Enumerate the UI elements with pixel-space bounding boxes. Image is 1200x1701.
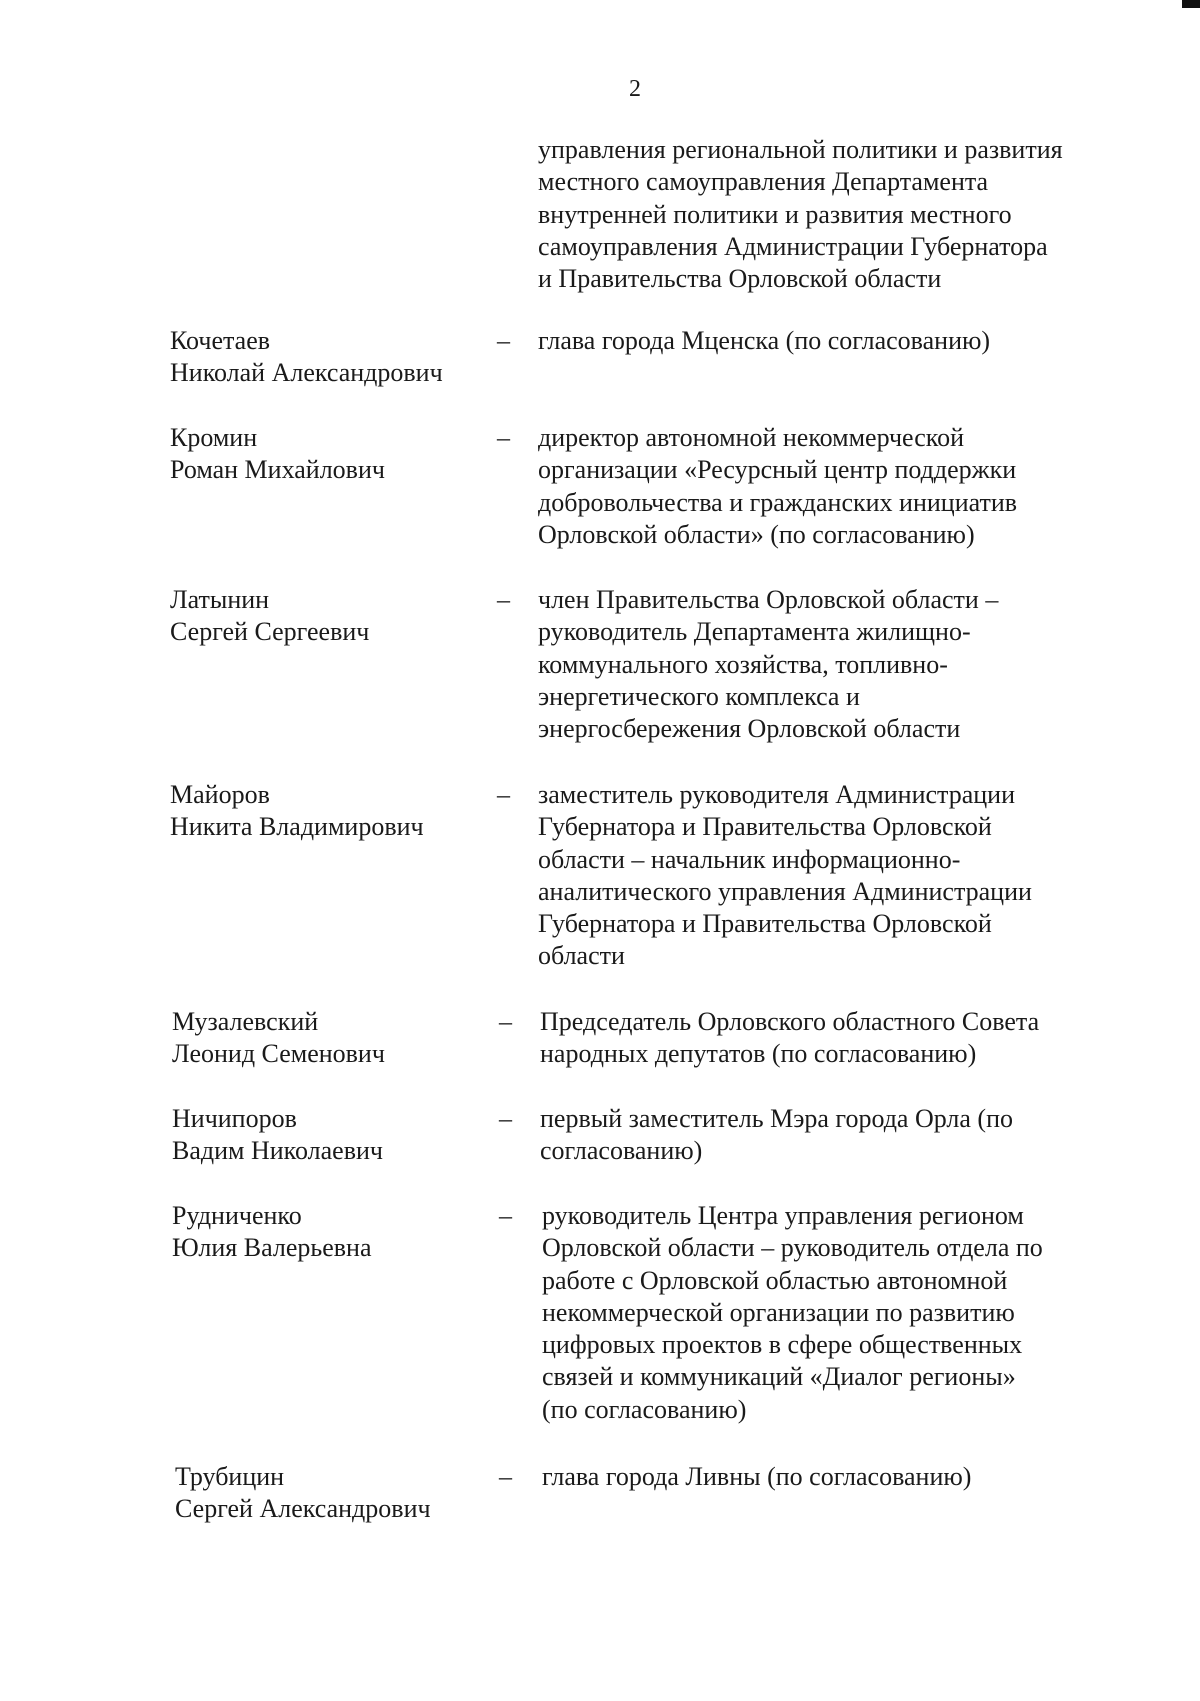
role-line: (по согласованию) <box>542 1394 747 1424</box>
role-line: директор автономной некоммерческой <box>538 423 964 452</box>
role-line: энергетического комплекса и <box>538 681 860 711</box>
member-surname: Кромин <box>170 423 258 452</box>
member-name <box>172 1200 371 1265</box>
role-line: член Правительства Орловской области – <box>538 585 999 614</box>
separator-dash: – <box>497 423 510 452</box>
member-role <box>542 1200 1043 1426</box>
role-line: энергосбережения Орловской области <box>538 714 961 744</box>
member-given-name: Сергей Сергеевич <box>170 617 370 647</box>
role-line: народных депутатов (по согласованию) <box>540 1039 977 1069</box>
role-line: некоммерческой организации по развитию <box>542 1297 1015 1327</box>
intro-line: и Правительства Орловской области <box>538 264 942 294</box>
member-given-name: Леонид Семенович <box>172 1039 385 1069</box>
role-line: связей и коммуникаций «Диалог регионы» <box>542 1362 1016 1392</box>
role-line: Орловской области» (по согласованию) <box>538 519 975 549</box>
intro-line: местного самоуправления Департамента <box>538 167 989 197</box>
member-name <box>170 779 424 844</box>
member-given-name: Никита Владимирович <box>170 812 424 842</box>
intro-line: управления региональной политики и развития <box>538 135 1063 164</box>
member-given-name: Вадим Николаевич <box>172 1136 383 1166</box>
member-name <box>170 422 385 487</box>
role-line: добровольчества и гражданских инициатив <box>538 487 1018 517</box>
member-surname: Кочетаев <box>170 326 271 355</box>
separator-dash: – <box>497 326 510 355</box>
member-role <box>540 1006 1039 1071</box>
member-name <box>170 584 369 649</box>
separator-dash: – <box>497 585 510 614</box>
role-line: руководитель Центра управления регионом <box>542 1201 1024 1230</box>
member-role <box>540 1103 1013 1168</box>
intro-line: самоуправления Администрации Губернатора <box>538 231 1048 261</box>
role-line: Орловской области – руководитель отдела по <box>542 1233 1043 1263</box>
role-line: цифровых проектов в сфере общественных <box>542 1330 1023 1360</box>
member-surname: Ничипоров <box>172 1104 297 1133</box>
member-role <box>538 584 998 745</box>
role-line: коммунального хозяйства, топливно- <box>538 649 948 679</box>
member-given-name: Сергей Александрович <box>175 1494 431 1524</box>
member-surname: Латынин <box>170 585 270 614</box>
member-role <box>538 422 1017 551</box>
role-line: заместитель руководителя Администрации <box>538 780 1016 809</box>
role-line: Председатель Орловского областного Совета <box>540 1007 1040 1036</box>
member-role <box>538 325 990 357</box>
member-name <box>175 1461 431 1526</box>
role-line: области – начальник информационно- <box>538 844 961 874</box>
member-surname: Трубицин <box>175 1462 285 1491</box>
member-given-name: Юлия Валерьевна <box>172 1233 372 1263</box>
role-line: первый заместитель Мэра города Орла (по <box>540 1104 1013 1133</box>
role-line: руководитель Департамента жилищно- <box>538 617 971 647</box>
role-line: Губернатора и Правительства Орловской <box>538 909 992 939</box>
role-line: аналитического управления Администрации <box>538 876 1032 906</box>
member-role <box>542 1461 971 1493</box>
member-name <box>172 1006 385 1071</box>
role-line: области <box>538 941 625 971</box>
member-name <box>170 325 443 390</box>
role-line: глава города Мценска (по согласованию) <box>538 326 991 355</box>
member-given-name: Николай Александрович <box>170 358 443 388</box>
member-surname: Майоров <box>170 780 270 809</box>
separator-dash: – <box>497 780 510 809</box>
separator-dash: – <box>499 1201 512 1230</box>
member-name <box>172 1103 383 1168</box>
role-line: работе с Орловской областью автономной <box>542 1265 1008 1295</box>
member-role <box>538 779 1032 973</box>
separator-dash: – <box>499 1007 512 1036</box>
separator-dash: – <box>499 1462 512 1491</box>
page-number: 2 <box>629 76 641 102</box>
separator-dash: – <box>499 1104 512 1133</box>
member-surname: Рудниченко <box>172 1201 302 1230</box>
intro-line: внутренней политики и развития местного <box>538 199 1012 229</box>
scan-corner-mark <box>1182 0 1200 8</box>
role-line: Губернатора и Правительства Орловской <box>538 812 992 842</box>
member-given-name: Роман Михайлович <box>170 455 385 485</box>
intro-continuation <box>538 134 1063 295</box>
member-surname: Музалевский <box>172 1007 319 1036</box>
role-line: организации «Ресурсный центр поддержки <box>538 455 1017 485</box>
role-line: глава города Ливны (по согласованию) <box>542 1462 972 1491</box>
role-line: согласованию) <box>540 1136 703 1166</box>
